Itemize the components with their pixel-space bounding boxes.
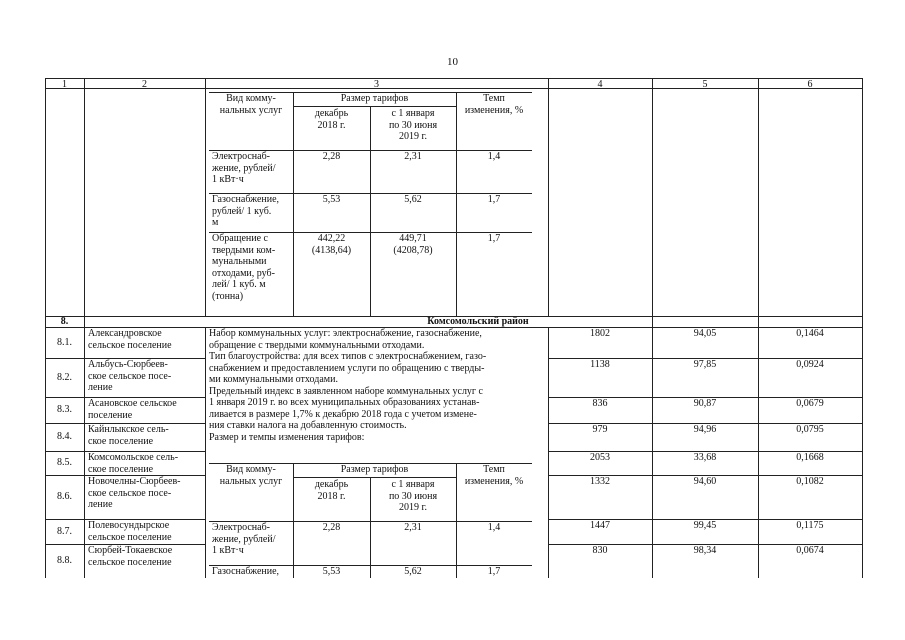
table-rule-v <box>45 78 46 578</box>
share-value: 0,1082 <box>796 476 824 487</box>
description-line: Набор коммунальных услуг: электроснабжение, газоснабжение, <box>209 328 482 339</box>
tariff-january: (4208,78) <box>393 244 433 256</box>
header-service: нальных услуг <box>219 104 283 116</box>
households-count: 1332 <box>590 476 610 487</box>
service-name: жение, рублей/ <box>212 533 276 545</box>
households-count: 1138 <box>590 359 610 370</box>
municipality-name: Александровское <box>88 328 162 339</box>
tariff-january: 449,71 <box>399 233 427 244</box>
service-name: мунальными <box>212 256 267 267</box>
tariff-december: (4138,64) <box>311 244 352 256</box>
municipality-name: Сюрбей-Токаевское <box>88 545 173 556</box>
service-name: Газоснабжение, <box>212 566 280 577</box>
share-value: 0,0674 <box>796 545 824 556</box>
percent-value: 98,34 <box>693 545 717 556</box>
table-rule-v <box>84 78 85 578</box>
households-count: 1802 <box>590 328 610 339</box>
description-line: ния ставки налога на добавленную стоимость. <box>209 420 407 431</box>
municipality-name: сельское поселение <box>88 531 172 543</box>
table-rule-v <box>548 78 549 316</box>
share-value: 0,0679 <box>796 398 824 409</box>
service-name: рублей/ 1 куб. <box>212 205 272 217</box>
municipality-name: ское сельское посе- <box>88 370 172 382</box>
share-value: 0,0924 <box>796 359 824 370</box>
municipality-name: сельское поселение <box>88 556 172 568</box>
municipality-number: 8.7. <box>57 525 72 537</box>
municipality-name: Комсомольское сель- <box>88 452 179 463</box>
header-december: декабрь <box>314 479 349 490</box>
column-number: 1 <box>62 78 67 90</box>
tariff-rate: 1,4 <box>487 522 501 533</box>
header-january: 2019 г. <box>399 502 427 513</box>
column-number: 5 <box>702 78 708 90</box>
tariff-rate: 1,7 <box>487 194 501 205</box>
tariff-december: 2,28 <box>322 151 341 162</box>
header-december: 2018 г. <box>317 119 346 131</box>
column-number: 3 <box>374 78 379 90</box>
households-count: 830 <box>592 545 608 556</box>
header-january: 2019 г. <box>399 131 427 142</box>
header-rate: изменения, % <box>464 104 524 116</box>
service-name: Электроснаб- <box>212 151 271 162</box>
description-line: ми коммунальными отходами. <box>209 374 338 385</box>
tariff-december: 5,53 <box>322 194 341 205</box>
service-name: 1 кВт·ч <box>212 545 244 556</box>
tariff-rate: 1,7 <box>487 566 501 577</box>
households-count: 2053 <box>590 452 610 463</box>
municipality-number: 8.1. <box>57 336 72 348</box>
service-name: Обращение с <box>212 233 268 244</box>
service-name: твердыми ком- <box>212 244 276 256</box>
table-rule-h <box>293 477 456 478</box>
municipality-number: 8.8. <box>57 555 72 566</box>
table-rule-v <box>205 78 206 316</box>
header-january: по 30 июня <box>388 119 438 131</box>
municipality-number: 8.3. <box>57 404 72 415</box>
tariff-january: 2,31 <box>404 151 422 162</box>
service-name: жение, рублей/ <box>212 162 276 174</box>
percent-value: 94,60 <box>693 476 717 487</box>
table-rule-v <box>862 78 863 578</box>
section-number: 8. <box>60 316 69 327</box>
header-december: 2018 г. <box>317 490 346 502</box>
percent-value: 94,05 <box>693 328 717 339</box>
service-name: м <box>212 217 219 228</box>
description-line: Размер и темпы изменения тарифов: <box>209 431 365 443</box>
municipality-name: ление <box>88 382 113 393</box>
municipality-name: Полевосундырское <box>88 520 170 531</box>
municipality-name: ское поселение <box>88 463 154 475</box>
municipality-name: Кайнлыкское сель- <box>88 424 169 435</box>
header-service: нальных услуг <box>219 475 283 487</box>
percent-value: 33,68 <box>693 452 717 463</box>
service-name: Электроснаб- <box>212 522 271 533</box>
tariff-december: 5,53 <box>322 566 341 577</box>
service-name: (тонна) <box>212 290 244 302</box>
description-line: ливается в размере 1,7% к декабрю 2018 года с учетом измене- <box>209 408 477 420</box>
header-rate: Темп <box>483 93 505 104</box>
municipality-name: Асановское сельское <box>88 398 177 409</box>
municipality-number: 8.4. <box>57 431 72 442</box>
percent-value: 97,85 <box>693 359 717 370</box>
tariff-january: 2,31 <box>404 522 422 533</box>
service-name: 1 кВт·ч <box>212 174 244 185</box>
households-count: 1447 <box>590 520 610 531</box>
service-name: лей/ 1 куб. м <box>212 279 266 290</box>
municipality-name: Альбусь-Сюрбеев- <box>88 359 168 370</box>
column-number: 2 <box>142 78 147 90</box>
page-number: 10 <box>447 56 458 68</box>
municipality-number: 8.2. <box>57 371 72 383</box>
header-service: Вид комму- <box>226 93 276 104</box>
tariff-rate: 1,4 <box>487 151 501 162</box>
table-rule-h <box>293 106 456 107</box>
percent-value: 94,96 <box>693 424 717 435</box>
header-january: с 1 января <box>391 479 435 490</box>
municipality-name: ское сельское посе- <box>88 487 172 499</box>
share-value: 0,1464 <box>796 328 824 339</box>
header-december: декабрь <box>314 108 349 119</box>
description-line: 1 января 2019 г. во всех муниципальных образованиях устанав- <box>209 397 480 408</box>
header-rate: Темп <box>483 464 505 475</box>
column-number: 6 <box>807 78 813 90</box>
header-tariff-size: Размер тарифов <box>340 93 409 104</box>
municipality-number: 8.5. <box>57 457 72 468</box>
households-count: 836 <box>592 398 608 409</box>
tariff-rate: 1,7 <box>487 233 501 244</box>
tariff-january: 5,62 <box>404 566 422 577</box>
tariff-january: 5,62 <box>404 194 422 205</box>
service-name: Газоснабжение, <box>212 194 280 205</box>
description-line: снабжением и предоставлением услуги по обращению с тверды- <box>209 362 485 374</box>
tariff-december: 2,28 <box>322 522 341 533</box>
description-line: Тип благоустройства: для всех типов с электроснабжением, газо- <box>209 351 487 362</box>
table-rule-v <box>205 327 206 578</box>
service-name: отходами, руб- <box>212 267 275 279</box>
municipality-name: поселение <box>88 409 133 421</box>
share-value: 0,1668 <box>796 452 824 463</box>
households-count: 979 <box>592 424 608 435</box>
share-value: 0,0795 <box>796 424 824 435</box>
header-january: по 30 июня <box>388 490 438 502</box>
header-service: Вид комму- <box>226 464 276 475</box>
municipality-name: ское поселение <box>88 435 154 447</box>
share-value: 0,1175 <box>796 520 824 531</box>
municipality-number: 8.6. <box>57 491 72 502</box>
percent-value: 90,87 <box>693 398 717 409</box>
percent-value: 99,45 <box>693 520 717 531</box>
column-number: 4 <box>597 78 603 90</box>
municipality-name: Новочелны-Сюрбеев- <box>88 476 181 487</box>
description-line: обращение с твердыми коммунальными отходами. <box>209 339 425 351</box>
section-title: Комсомольский район <box>427 316 529 327</box>
tariff-december: 442,22 <box>317 233 346 244</box>
header-january: с 1 января <box>391 108 435 119</box>
municipality-name: сельское поселение <box>88 339 172 351</box>
header-tariff-size: Размер тарифов <box>340 464 409 475</box>
municipality-name: ление <box>88 499 113 510</box>
header-rate: изменения, % <box>464 475 524 487</box>
description-line: Предельный индекс в заявленном наборе коммунальных услуг с <box>209 385 483 397</box>
